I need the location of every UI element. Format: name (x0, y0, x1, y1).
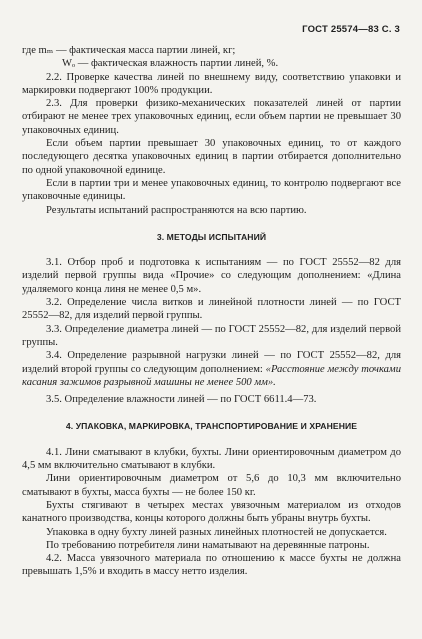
formula-legend-moisture: Wₒ — фактическая влажность партии линей, %. (62, 58, 279, 70)
section-4-title: 4. УПАКОВКА, МАРКИРОВКА, ТРАНСПОРТИРОВАНИЕ И ХРАНЕНИЕ (65, 421, 358, 432)
paragraph-4-2: 4.2. Масса увязочного материала по отношению к массе бухты не должна превышать 1,5% и входить в массу нетто изделия. (22, 553, 401, 578)
paragraph-3-1: 3.1. Отбор проб и подготовка к испытаниям — по ГОСТ 25552—82 для изделий первой группы вида «Прочие» со следующим дополнением: «Длина удаляемого конца линя не менее 0,5 м». (22, 257, 401, 295)
paragraph-2-3-cont-3: Результаты испытаний распространяются на всю партию. (46, 204, 307, 216)
paragraph-3-2: 3.2. Определение числа витков и линейной плотности линей — по ГОСТ 25552—82, для изделий первой группы. (22, 297, 401, 322)
page-header-code: ГОСТ 25574—83 С. 3 (302, 24, 400, 35)
paragraph-2-3-cont-2: Если в партии три и менее упаковочных единиц, то контролю подвергают все упаковочные единицы. (22, 177, 401, 203)
paragraph-3-4 (22, 349, 401, 389)
paragraph-2-3-cont-1: Если объем партии превышает 30 упаковочных единиц, то от каждого последующего десятка упаковочных единиц в партии отбирается дополнительно по одной упаковочной единице. (22, 138, 401, 176)
paragraph-3-4-quote: «Расстояние между точками касания зажимов разрывной машины не менее 500 мм». (22, 363, 401, 388)
paragraph-2-2: 2.2. Проверке качества линей по внешнему виду, соответствию упаковки и маркировки подвергают 100% продукции. (22, 71, 401, 96)
paragraph-4-1-cont-2: Бухты стягивают в четырех местах увязочным материалом из отходов канатного производства, концы которого должны быть убраны внутрь бухты. (22, 499, 401, 525)
paragraph-3-5: 3.5. Определение влажности линей — по ГОСТ 6611.4—73. (46, 394, 317, 406)
document-body (22, 44, 401, 579)
paragraph-4-1-cont-4: По требованию потребителя лини наматывают на деревянные патроны. (46, 539, 370, 551)
paragraph-4-1: 4.1. Лини сматывают в клубки, бухты. Лини ориентировочным диаметром до 4,5 мм включительно сматывают в клубки. (22, 446, 401, 472)
paragraph-3-4-text: 3.4. Определение разрывной нагрузки линей — по ГОСТ 25552—82, для изделий второй группы со следующим дополнением: (22, 350, 401, 375)
formula-legend-mass: где mₘ — фактическая масса партии линей, кг; (22, 45, 236, 56)
section-3-title: 3. МЕТОДЫ ИСПЫТАНИЙ (156, 231, 267, 242)
paragraph-4-1-cont-3: Упаковка в одну бухту линей разных линейных плотностей не допускается. (46, 526, 387, 538)
paragraph-4-1-cont-1: Лини ориентировочным диаметром от 5,6 до 10,3 мм включительно сматывают в бухты, масса бухты — не более 150 кг. (22, 473, 401, 498)
paragraph-2-3: 2.3. Для проверки физико-механических показателей линей от партии отбирают не менее трех упаковочных единиц, если объем партии не превышает 30 упаковочных единиц. (22, 98, 401, 136)
paragraph-3-3: 3.3. Определение диаметра линей — по ГОСТ 25552—82, для изделий первой группы. (22, 323, 401, 348)
